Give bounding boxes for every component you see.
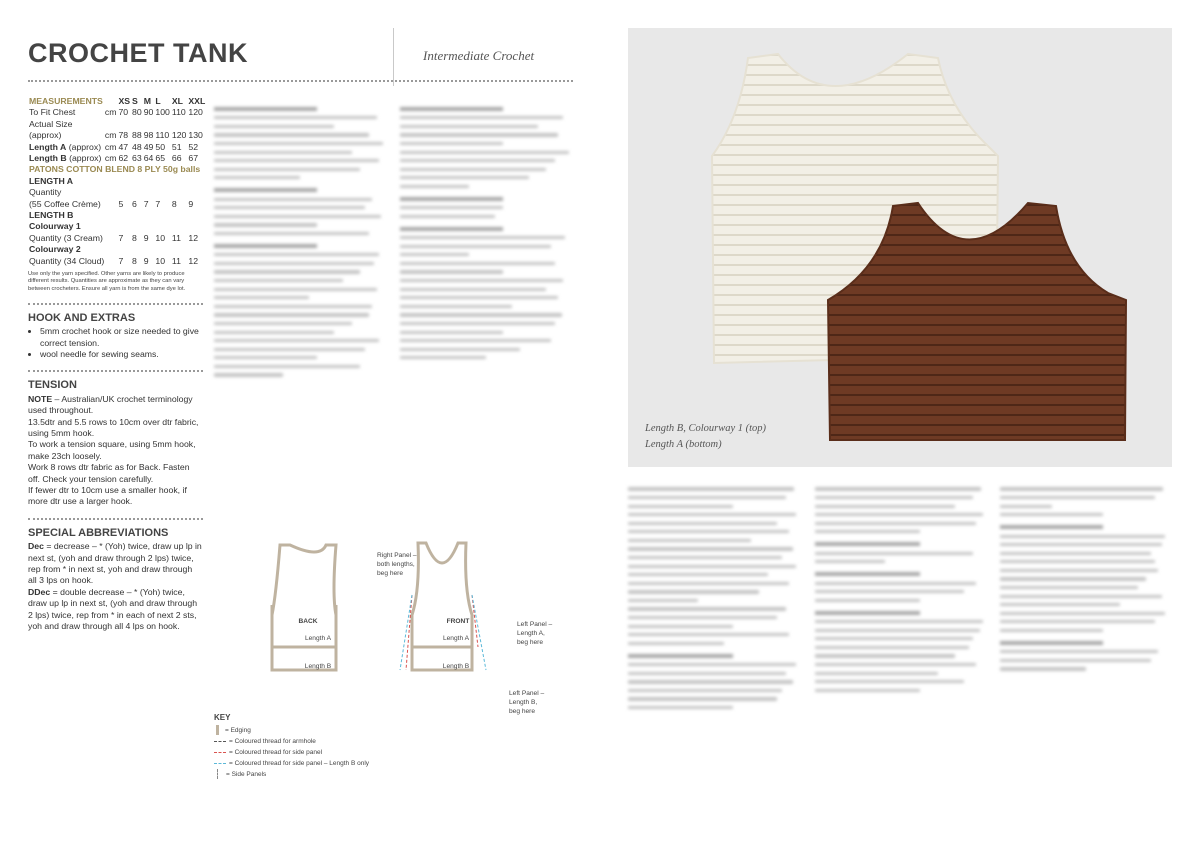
blurred-instructions-col4 [628,482,803,715]
row-label-suffix: (approx) [68,141,102,152]
measurements-table [28,96,206,267]
row-unit: cm [104,130,117,141]
cell: 80 [132,107,142,118]
row-unit: cm [104,153,117,164]
blurred-instructions-col6 [1000,482,1172,676]
note-line: Left Panel – [509,690,545,697]
cell: 7 [143,198,149,209]
right-panel-note [377,552,417,577]
cell: 110 [155,130,170,141]
row-label: Quantity [29,187,62,198]
key-heading: KEY [214,713,231,722]
schematic-diagram [262,535,584,715]
tension-line: 13.5dtr and 5.5 rows to 10cm over dtr fabric, using 5mm hook. [28,416,199,438]
colourway2-heading: Colourway 2 [29,244,81,255]
cell: 8 [171,198,177,209]
yarn-note: Use only the yarn specified. Other yarns are likely to produce different results. Quantities are approximate as they can vary between crocheters. Ensure all yarn is from the same dye lot. [28,271,186,292]
cell: 70 [118,107,129,118]
cell: 7 [118,232,124,243]
cell: 90 [143,107,154,118]
blurred-instructions-col5 [815,482,990,697]
section-divider [28,303,203,305]
length-b-heading: LENGTH B [29,210,74,221]
key-label: = Coloured thread for armhole [229,738,316,745]
edging-swatch-icon [216,725,219,735]
back-label: BACK [298,618,318,625]
caption-line-1: Length B, Colourway 1 (top) [645,423,767,434]
yarn-heading: PATONS COTTON BLEND 8 PLY 50g balls [29,164,201,175]
cell: 65 [155,153,166,164]
measurements-heading: MEASUREMENTS [29,96,103,106]
note-line: Left Panel – [517,621,553,628]
table-row [28,119,206,130]
blurred-instructions-col2 [214,98,386,382]
list-item: • 5mm crochet hook or size needed to give correct tension. [40,326,203,349]
cell: 8 [132,232,137,243]
key-label: = Coloured thread for side panel – Length B only [229,760,370,767]
cell: 11 [171,232,181,243]
row-label: Length A [29,141,67,152]
cell: 50 [155,141,166,152]
length-a-heading: LENGTH A [29,175,74,186]
side-panel-thread-icon [214,752,226,753]
note-text: – Australian/UK crochet terminology used throughout. [28,393,193,416]
note-line: both lengths, [377,561,415,568]
cell: 52 [188,141,199,152]
table-row [28,199,206,210]
cell: 10 [155,232,166,243]
section-divider [28,370,203,372]
key-item [214,725,369,736]
cell: 67 [188,153,199,164]
hook-extras-list [28,326,203,360]
row-label: Length B [29,153,67,164]
cell: 6 [132,198,137,209]
cell: 49 [143,141,154,152]
back-schematic [272,545,336,670]
column-materials [28,96,206,632]
cell: 66 [171,153,182,164]
size-l: L [155,96,161,106]
key-label: = Coloured thread for side panel [229,749,323,756]
abbreviation-dec [28,541,203,587]
front-label: FRONT [446,618,470,625]
key-label: = Edging [225,727,251,734]
size-xl: XL [171,96,183,106]
abbr-term: DDec [28,586,51,597]
cell: 7 [118,255,124,266]
cell: 12 [188,232,199,243]
note-line: beg here [377,570,404,577]
key-item [214,769,369,780]
list-item: • wool needle for sewing seams. [40,349,203,360]
table-row [28,130,206,141]
product-photo [628,28,1172,467]
table-row [28,153,206,164]
note-line: Right Panel – [377,552,417,559]
table-row [28,187,206,198]
cell: 120 [188,107,203,118]
row-unit: cm [104,107,117,118]
cell: 7 [155,198,161,209]
key-item [214,747,369,758]
note-line: Length B, [509,699,538,706]
cell: 5 [118,198,124,209]
cell: 47 [118,141,129,152]
abbr-text: = double decrease – * (Yoh) twice, draw up lp in next st, (yoh and draw through 2 lps) twice, rep from * in each of next 2 sts, yoh and draw through all 4 lps on hook. [28,586,198,632]
table-row [28,107,206,118]
cell: 51 [171,141,182,152]
cell: 98 [143,130,154,141]
cell: 48 [132,141,142,152]
abbr-text: = decrease – * (Yoh) twice, draw up lp in next st, (yoh and draw through 2 lps) twice, rep from * in next st, yoh and draw through all 3 lps on hook. [28,541,202,586]
tension-note [28,394,203,417]
size-xs: XS [118,96,131,106]
cell: 10 [155,255,166,266]
cell: 110 [171,107,186,118]
cell: 9 [143,255,149,266]
size-s: S [132,96,138,106]
cell: 9 [188,198,194,209]
note-line: beg here [517,639,544,646]
front-length-a: Length A [442,635,470,642]
table-row [28,142,206,153]
cell: 78 [118,130,129,141]
photo-caption [645,421,766,452]
row-label: (55 Coffee Crème) [29,198,101,209]
row-label: Quantity (3 Cream) [29,232,103,243]
cell: 120 [171,130,187,141]
tension-heading: TENSION [28,379,77,392]
skill-level: Intermediate Crochet [423,48,535,63]
cell: 88 [132,130,142,141]
abbreviations-heading: SPECIAL ABBREVIATIONS [28,526,169,539]
side-panels-icon [217,769,218,779]
table-row [28,256,206,267]
cell: 62 [118,153,129,164]
row-unit: cm [104,141,117,152]
cell: 11 [171,255,181,266]
left-panel-b-note [509,690,545,715]
diagram-key [214,712,369,780]
table-row [28,233,206,244]
size-m: M [143,96,151,106]
size-xxl: XXL [188,96,206,106]
abbreviation-ddec [28,587,203,633]
colourway1-heading: Colourway 1 [29,221,81,232]
row-label: Quantity (34 Cloud) [29,255,105,266]
row-label: (approx) [29,130,62,141]
back-length-a: Length A [304,635,332,642]
back-length-b: Length B [304,663,332,670]
left-panel-a-note [517,621,553,646]
armhole-thread-icon [214,741,226,742]
section-divider [28,518,203,520]
tension-line: If fewer dtr to 10cm use a smaller hook, if more dtr use a larger hook. [28,484,187,507]
row-label-suffix: (approx) [69,153,102,164]
title-underline [28,80,573,82]
abbr-term: Dec [28,541,44,552]
cell: 100 [155,107,170,118]
caption-line-2: Length A (bottom) [645,438,722,450]
tanks-illustration [628,28,1172,467]
hook-extras-heading: HOOK AND EXTRAS [28,311,136,324]
row-label: Actual Size [29,118,73,129]
cell: 63 [132,153,142,164]
key-label: = Side Panels [226,771,267,778]
blurred-instructions-col3 [400,98,572,365]
key-item [214,736,369,747]
cell: 9 [143,232,149,243]
cell: 12 [188,255,199,266]
note-label: NOTE [28,393,53,404]
cell: 130 [188,130,203,141]
front-length-b: Length B [442,663,470,670]
pattern-title: CROCHET TANK [28,38,248,68]
cell: 8 [132,255,137,266]
note-line: Length A, [517,630,545,637]
tension-line: To work a tension square, using 5mm hook, make 23ch loosely. [28,439,196,461]
key-item [214,758,369,769]
length-b-thread-icon [214,763,226,764]
note-line: beg here [509,708,536,715]
title-divider [393,28,394,86]
cell: 64 [143,153,154,164]
tension-line: Work 8 rows dtr fabric as for Back. Fasten off. Check your tension carefully. [28,462,190,484]
row-label: To Fit Chest [29,107,76,118]
